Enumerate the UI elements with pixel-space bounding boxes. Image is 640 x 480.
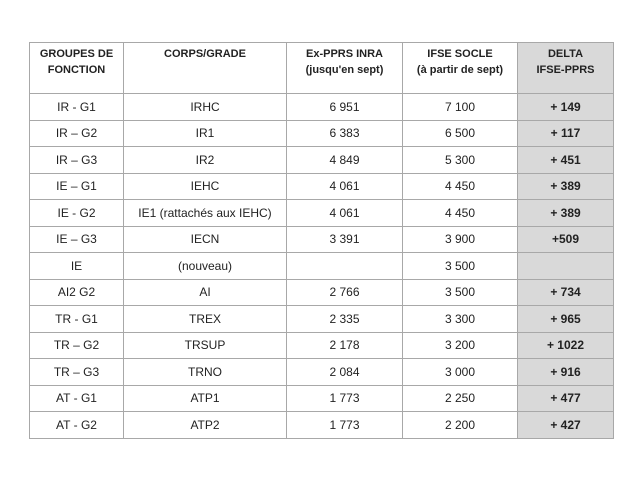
cell-delta: + 1022 [518, 332, 614, 359]
table-row [30, 94, 614, 121]
cell-groupe: IE - G2 [30, 200, 124, 227]
cell-groupe: AT - G2 [30, 412, 124, 439]
cell-corps: IR1 [124, 120, 287, 147]
cell-delta: + 916 [518, 359, 614, 386]
cell-ex-pprs: 4 061 [287, 200, 403, 227]
cell-ex-pprs: 2 335 [287, 306, 403, 333]
cell-ifse: 4 450 [403, 173, 518, 200]
cell-delta: + 965 [518, 306, 614, 333]
cell-groupe: IE – G1 [30, 173, 124, 200]
cell-ex-pprs: 3 391 [287, 226, 403, 253]
table-row [30, 147, 614, 174]
table-row [30, 120, 614, 147]
cell-ifse: 2 250 [403, 385, 518, 412]
table-row [30, 412, 614, 439]
cell-delta [518, 253, 614, 280]
cell-ifse: 3 300 [403, 306, 518, 333]
pprs-ifse-table [29, 42, 614, 439]
cell-ex-pprs: 6 383 [287, 120, 403, 147]
cell-delta: + 451 [518, 147, 614, 174]
cell-delta: + 149 [518, 94, 614, 121]
cell-ifse: 3 500 [403, 279, 518, 306]
cell-ifse: 3 900 [403, 226, 518, 253]
cell-ex-pprs: 4 849 [287, 147, 403, 174]
cell-corps: TRSUP [124, 332, 287, 359]
header-ex-pprs [287, 43, 403, 94]
cell-groupe: IE [30, 253, 124, 280]
cell-ifse: 7 100 [403, 94, 518, 121]
header-groupe-line2: FONCTION [47, 64, 106, 76]
cell-corps: IE1 (rattachés aux IEHC) [124, 200, 287, 227]
cell-ifse: 4 450 [403, 200, 518, 227]
cell-ex-pprs: 2 766 [287, 279, 403, 306]
cell-ifse: 3 200 [403, 332, 518, 359]
cell-corps: TRNO [124, 359, 287, 386]
cell-delta: + 389 [518, 173, 614, 200]
header-ex-pprs-line2: (jusqu'en sept) [305, 64, 384, 76]
cell-corps: IRHC [124, 94, 287, 121]
cell-ifse: 5 300 [403, 147, 518, 174]
header-ifse [403, 43, 518, 94]
cell-corps: ATP1 [124, 385, 287, 412]
header-delta-line1: DELTA [547, 48, 584, 60]
cell-delta: + 117 [518, 120, 614, 147]
table-row [30, 173, 614, 200]
cell-groupe: IR – G2 [30, 120, 124, 147]
cell-ex-pprs: 6 951 [287, 94, 403, 121]
cell-groupe: TR – G3 [30, 359, 124, 386]
table-row [30, 306, 614, 333]
cell-ex-pprs: 1 773 [287, 385, 403, 412]
cell-corps: TREX [124, 306, 287, 333]
cell-corps: (nouveau) [124, 253, 287, 280]
table-row [30, 226, 614, 253]
cell-delta: + 477 [518, 385, 614, 412]
cell-corps: IECN [124, 226, 287, 253]
header-ifse-line1: IFSE SOCLE [427, 48, 493, 60]
cell-groupe: TR - G1 [30, 306, 124, 333]
table-row [30, 385, 614, 412]
table-row [30, 332, 614, 359]
cell-corps: AI [124, 279, 287, 306]
cell-groupe: IR - G1 [30, 94, 124, 121]
table-body [30, 94, 614, 439]
cell-delta: +509 [518, 226, 614, 253]
cell-ifse: 6 500 [403, 120, 518, 147]
cell-ex-pprs: 2 084 [287, 359, 403, 386]
header-delta [518, 43, 614, 94]
cell-delta: + 389 [518, 200, 614, 227]
table-row [30, 359, 614, 386]
table-header [30, 43, 614, 94]
header-corps [124, 43, 287, 94]
header-groupe-line1: GROUPES DE [39, 48, 114, 60]
cell-ifse: 2 200 [403, 412, 518, 439]
cell-ex-pprs: 2 178 [287, 332, 403, 359]
table-row [30, 279, 614, 306]
header-ex-pprs-line1: Ex-PPRS INRA [305, 48, 384, 60]
header-corps-line1: CORPS/GRADE [164, 48, 246, 60]
cell-ex-pprs: 1 773 [287, 412, 403, 439]
cell-corps: ATP2 [124, 412, 287, 439]
cell-ifse: 3 000 [403, 359, 518, 386]
cell-groupe: TR – G2 [30, 332, 124, 359]
cell-groupe: AT - G1 [30, 385, 124, 412]
header-groupe [30, 43, 124, 94]
cell-groupe: AI2 G2 [30, 279, 124, 306]
cell-ex-pprs: 4 061 [287, 173, 403, 200]
cell-ex-pprs [287, 253, 403, 280]
table-row [30, 200, 614, 227]
header-ifse-line2: (à partir de sept) [416, 64, 504, 76]
cell-groupe: IE – G3 [30, 226, 124, 253]
cell-corps: IEHC [124, 173, 287, 200]
table-row [30, 253, 614, 280]
pprs-ifse-table-container [29, 42, 613, 439]
cell-corps: IR2 [124, 147, 287, 174]
header-row [30, 43, 614, 94]
cell-delta: + 427 [518, 412, 614, 439]
cell-groupe: IR – G3 [30, 147, 124, 174]
cell-ifse: 3 500 [403, 253, 518, 280]
cell-delta: + 734 [518, 279, 614, 306]
header-delta-line2: IFSE-PPRS [536, 64, 595, 76]
